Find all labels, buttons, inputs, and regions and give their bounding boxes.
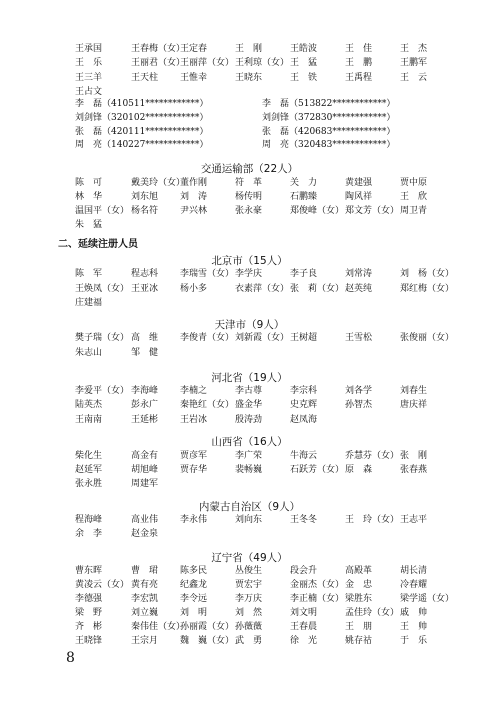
person-name: 王三羊 [75, 72, 103, 83]
person-name: 朱 猛 [75, 219, 103, 230]
person-name: 周卫青 [400, 205, 428, 216]
name-row [0, 299, 499, 311]
person-name: 彭永广 [131, 400, 159, 411]
person-name: 王占文 [75, 86, 103, 97]
region-heading: 天津市（9人） [214, 319, 285, 331]
person-name: 王延彬 [131, 414, 159, 425]
person-name: 齐 彬 [75, 621, 103, 632]
person-name: 贾彦军 [180, 451, 208, 461]
person-name: 金丽杰（女） [290, 579, 345, 590]
name-row [0, 141, 499, 153]
person-name: 李 磊（410511************） [75, 99, 209, 109]
person-name: 李楠之 [180, 386, 208, 396]
person-name: 胡长清 [400, 566, 428, 576]
section-title: 二、延续注册人员 [58, 239, 138, 250]
person-name: 王焕凤（女） [75, 283, 130, 294]
person-name: 原 森 [345, 465, 373, 475]
person-name: 赵凤海 [290, 414, 318, 425]
person-name: 孙丽霞（女） [180, 621, 235, 632]
person-name: 王晓东 [235, 72, 263, 83]
person-name: 张春燕 [400, 465, 428, 475]
person-name: 刘东旭 [131, 191, 159, 202]
person-name: 曹东晖 [75, 566, 103, 576]
person-name: 刘剑锋（320102************） [75, 112, 209, 123]
person-name: 李古尊 [235, 386, 263, 396]
person-name: 石鹏臻 [290, 191, 318, 202]
person-name: 张 磊（420683************） [262, 126, 396, 137]
name-row [0, 516, 499, 528]
person-name: 李万庆 [235, 593, 263, 604]
person-name: 高金有 [131, 451, 159, 461]
person-name: 王志平 [400, 515, 428, 525]
person-name: 贾存华 [180, 465, 208, 475]
person-name: 李爱平（女） [75, 386, 130, 396]
person-name: 王 佳 [345, 44, 373, 54]
person-name: 王 朋 [345, 621, 373, 632]
person-name: 王宗月 [131, 635, 159, 646]
person-name: 王亚冰 [131, 283, 159, 294]
person-name: 李德强 [75, 593, 103, 604]
person-name: 李令远 [180, 593, 208, 604]
person-name: 王丽君（女） [131, 58, 186, 69]
person-name: 姚存祜 [345, 635, 373, 646]
name-row [0, 221, 499, 233]
person-name: 丛俊生 [235, 566, 263, 576]
person-name: 刘新霞（女） [235, 333, 290, 343]
person-name: 曹 珺 [131, 566, 159, 576]
person-name: 杨小多 [180, 283, 208, 294]
person-name: 王 鹏 [345, 58, 373, 69]
person-name: 杨名符 [131, 205, 159, 216]
name-row [0, 349, 499, 361]
person-name: 林 华 [75, 191, 103, 202]
person-name: 张永胜 [75, 479, 103, 489]
person-name: 高业伟 [131, 515, 159, 525]
person-name: 王雪松 [345, 333, 373, 343]
person-name: 陶风祥 [345, 191, 373, 202]
person-name: 戚 帅 [400, 607, 428, 618]
name-row [0, 74, 499, 86]
person-name: 李宏凯 [131, 593, 159, 604]
person-name: 王承国 [75, 44, 103, 54]
region-heading: 辽宁省（49人） [211, 552, 288, 564]
person-name: 庄建福 [75, 298, 103, 308]
person-name: 黄建强 [345, 178, 373, 188]
person-name: 程志科 [131, 269, 159, 279]
name-row [0, 387, 499, 399]
person-name: 程海峰 [75, 515, 103, 525]
name-row [0, 623, 499, 635]
person-name: 黄凌云（女） [75, 579, 130, 590]
person-name: 刘 杨（女） [400, 269, 455, 279]
person-name: 李永伟 [180, 515, 208, 525]
person-name: 刘 然 [235, 607, 263, 618]
person-name: 李宗科 [290, 386, 318, 396]
person-name: 石跃芳（女） [290, 465, 345, 475]
person-name: 王春晨 [290, 621, 318, 632]
name-row [0, 114, 499, 126]
person-name: 刘 涛 [180, 191, 208, 202]
name-row [0, 193, 499, 205]
person-name: 史克辉 [290, 400, 318, 411]
name-row [0, 466, 499, 478]
person-name: 杨传明 [235, 191, 263, 202]
name-row [0, 207, 499, 219]
name-row [0, 179, 499, 191]
person-name: 王定春 [180, 44, 208, 54]
name-row [0, 416, 499, 428]
person-name: 金 忠 [345, 579, 373, 590]
person-name: 张 刚 [400, 451, 428, 461]
person-name: 段会升 [290, 566, 318, 576]
person-name: 秦伟佳（女） [131, 621, 186, 632]
person-name: 刘剑锋（372830************） [262, 112, 396, 123]
name-row [0, 581, 499, 593]
person-name: 李正楠（女） [290, 593, 345, 604]
region-heading: 山西省（16人） [211, 436, 288, 448]
name-row [0, 100, 499, 112]
name-row [0, 530, 499, 542]
person-name: 王南南 [75, 414, 103, 425]
person-name: 刘文明 [290, 607, 318, 618]
person-name: 尹兴林 [180, 205, 208, 216]
person-name: 李俊青（女） [180, 333, 235, 343]
person-name: 李瑞雪（女） [180, 269, 235, 279]
name-row [0, 567, 499, 579]
region-heading: 交通运输部（22人） [200, 163, 299, 175]
name-row [0, 270, 499, 282]
person-name: 陈 可 [75, 178, 103, 188]
person-name: 王晓锋 [75, 635, 103, 646]
person-name: 梁胜东 [345, 593, 373, 604]
person-name: 邹 健 [131, 347, 159, 358]
name-row [0, 637, 499, 649]
person-name: 王皓波 [290, 44, 318, 54]
person-name: 王 杰 [400, 44, 428, 54]
person-name: 王 玲（女） [345, 515, 400, 525]
person-name: 董作刚 [180, 178, 208, 188]
person-name: 孙薇薇 [235, 621, 263, 632]
person-name: 戴美玲（女） [131, 178, 186, 188]
person-name: 唐庆祥 [400, 400, 428, 411]
person-name: 张 磊（420111************） [75, 126, 209, 137]
person-name: 朱志山 [75, 347, 103, 358]
person-name: 关 力 [290, 178, 318, 188]
name-row [0, 59, 499, 71]
person-name: 赵英纯 [345, 283, 373, 294]
person-name: 郑俊峰（女） [290, 205, 345, 216]
person-name: 王树超 [290, 333, 318, 343]
name-row [0, 334, 499, 346]
name-row [0, 609, 499, 621]
person-name: 周 亮（320483************） [262, 140, 396, 151]
person-name: 刘立巍 [131, 607, 159, 618]
person-name: 王鹏军 [400, 58, 428, 69]
region-heading: 内蒙古自治区（9人） [198, 501, 301, 513]
person-name: 王岩冰 [180, 414, 208, 425]
region-heading: 北京市（15人） [211, 255, 288, 267]
person-name: 孙智杰 [345, 400, 373, 411]
person-name: 郑红梅（女） [400, 283, 455, 294]
person-name: 王 欣 [400, 191, 428, 202]
person-name: 贾宏宇 [235, 579, 263, 590]
name-row [0, 452, 499, 464]
person-name: 孟佳玲（女） [345, 607, 400, 618]
person-name: 高殿革 [345, 566, 373, 576]
person-name: 于 乐 [400, 635, 428, 646]
person-name: 柴化生 [75, 451, 103, 461]
person-name: 秦艳红（女） [180, 400, 235, 411]
person-name: 王 乐 [75, 58, 103, 69]
person-name: 裴畅巍 [235, 465, 263, 475]
person-name: 樊子瑞（女） [75, 333, 130, 343]
person-name: 魏 巍（女） [180, 635, 235, 646]
person-name: 刘 明 [180, 607, 208, 618]
person-name: 李 磊（513822************） [262, 99, 396, 109]
person-name: 王禹程 [345, 72, 373, 83]
person-name: 郑文芳（女） [345, 205, 400, 216]
name-row [0, 480, 499, 492]
person-name: 纪鑫龙 [180, 579, 208, 590]
name-row [0, 595, 499, 607]
name-row [0, 128, 499, 140]
person-name: 陈多民 [180, 566, 208, 576]
person-name: 王惟幸 [180, 72, 208, 83]
person-name: 王 帅 [400, 621, 428, 632]
person-name: 周 亮（140227************） [75, 140, 209, 151]
person-name: 李学庆 [235, 269, 263, 279]
name-row [0, 285, 499, 297]
person-name: 贾中原 [400, 178, 428, 188]
person-name: 李子良 [290, 269, 318, 279]
person-name: 盛金华 [235, 400, 263, 411]
person-name: 周建军 [131, 479, 159, 489]
person-name: 梁 野 [75, 607, 103, 618]
person-name: 王天柱 [131, 72, 159, 83]
person-name: 高 维 [131, 333, 159, 343]
person-name: 张永豪 [235, 205, 263, 216]
region-heading: 河北省（19人） [211, 372, 288, 384]
person-name: 赵延军 [75, 465, 103, 475]
person-name: 乔慧芬（女） [345, 451, 400, 461]
person-name: 刘向东 [235, 515, 263, 525]
person-name: 温国平（女） [75, 205, 130, 216]
person-name: 余 李 [75, 529, 103, 539]
person-name: 陈 军 [75, 269, 103, 279]
name-row [0, 401, 499, 413]
person-name: 黄有亮 [131, 579, 159, 590]
person-name: 梁学遥（女） [400, 593, 455, 604]
page-number: 8 [66, 650, 75, 666]
person-name: 殷涛劲 [235, 414, 263, 425]
person-name: 刘各学 [345, 386, 373, 396]
person-name: 刘春生 [400, 386, 428, 396]
person-name: 刘常涛 [345, 269, 373, 279]
person-name: 王丽萍（女） [180, 58, 235, 69]
person-name: 牛海云 [290, 451, 318, 461]
person-name: 王 铁 [290, 72, 318, 83]
person-name: 陆英杰 [75, 400, 103, 411]
person-name: 徐 光 [290, 635, 318, 646]
person-name: 张俊丽（女） [400, 333, 455, 343]
person-name: 王 刚 [235, 44, 263, 54]
person-name: 王 猛 [290, 58, 318, 69]
person-name: 衣素萍（女） [235, 283, 290, 294]
person-name: 王利琼（女） [235, 58, 290, 69]
person-name: 王冬冬 [290, 515, 318, 525]
person-name: 武 勇 [235, 635, 263, 646]
name-row [0, 45, 499, 57]
person-name: 赵金泉 [131, 529, 159, 539]
person-name: 王春梅（女） [131, 44, 186, 54]
person-name: 冷春耀 [400, 579, 428, 590]
person-name: 胡旭峰 [131, 465, 159, 475]
person-name: 张 莉（女） [290, 283, 345, 294]
person-name: 符 革 [235, 178, 263, 188]
person-name: 李海峰 [131, 386, 159, 396]
person-name: 王 云 [400, 72, 428, 83]
person-name: 李广荣 [235, 451, 263, 461]
